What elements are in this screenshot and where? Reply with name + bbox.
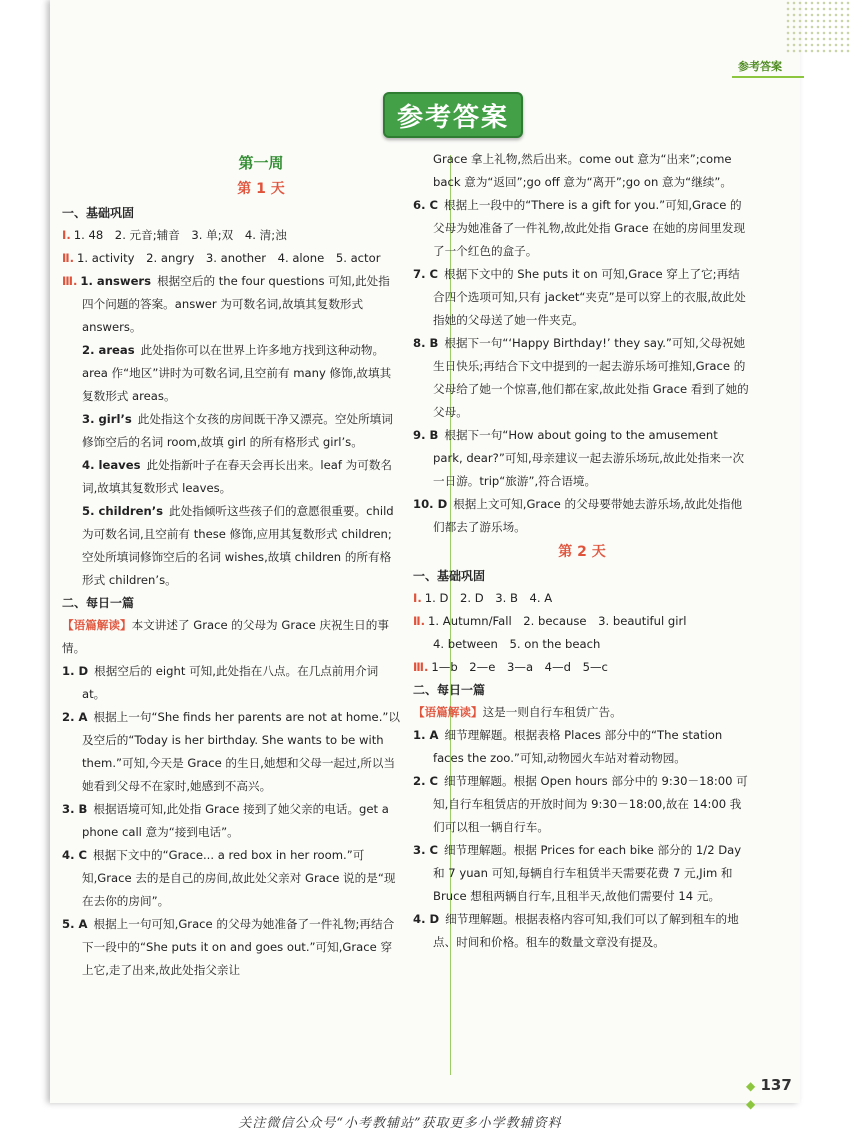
roman-label: Ⅱ. — [413, 614, 426, 628]
answer-item — [413, 839, 751, 908]
answer-item — [413, 194, 751, 263]
exercise-iii-item — [62, 408, 400, 454]
answer-text: 此处指你可以在世界上许多地方找到这种动物。area 作“地区”讲时为可数名词,且空前有 many 修饰,故填其复数形式 areas。 — [82, 343, 392, 403]
answer-head: 3. girl’s — [82, 412, 132, 426]
reading-tag: 【语篇解读】 — [62, 618, 132, 632]
answer-text: 此处指这个女孩的房间既干净又漂亮。空处所填词修饰空后的名词 room,故填 girl 的所有格形式 girl’s。 — [82, 412, 393, 449]
answer-item — [413, 332, 751, 424]
answer-text: 此处指新叶子在春天会再长出来。leaf 为可数名词,故填其复数形式 leaves。 — [82, 458, 393, 495]
answer-text: 根据下文中的“Grace... a red box in her room.”可知,Grace 去的是自己的房间,故此处父亲对 Grace 说的是“现在去你的房间”。 — [82, 848, 396, 908]
section-heading: 二、每日一篇 — [62, 596, 135, 610]
exercise-ii-text: 1. Autumn/Fall 2. because 3. beautiful girl — [428, 614, 687, 628]
answer-head: 5. A — [62, 917, 88, 931]
answer-text: 根据上一句“She finds her parents are not at home.”以及空后的“Today is her birthday. She wants to be with them.”可知,今天是 Grace 的生日,她想和父母一起过,所以当她看到父母不在家时,她感到不高兴。 — [82, 710, 400, 793]
answer-text: 细节理解题。根据表格 Places 部分中的“The station faces the zoo.”可知,动物园火车站对着动物园。 — [433, 728, 723, 765]
exercise-ii-text2: 4. between 5. on the beach — [433, 637, 601, 651]
answer-item — [413, 724, 751, 770]
title-banner: 参考答案 — [383, 92, 523, 138]
section-heading: 一、基础巩固 — [62, 206, 135, 220]
roman-label: Ⅲ. — [413, 660, 429, 674]
answer-head: 4. D — [413, 912, 440, 926]
answer-text: 根据上一段中的“There is a gift for you.”可知,Grace 的父母为她准备了一件礼物,故此处指 Grace 在她的房间里发现了一个红色的盒子。 — [433, 198, 746, 258]
leaf-icon: ◆ — [746, 1079, 756, 1093]
exercise-i — [413, 587, 751, 610]
exercise-ii-text: 1. activity 2. angry 3. another 4. alone 5. actor — [77, 251, 381, 265]
dot-pattern — [785, 0, 850, 55]
exercise-iii-item — [62, 339, 400, 408]
answer-head: 6. C — [413, 198, 439, 212]
answer-head: 1. A — [413, 728, 439, 742]
answer-text: 根据上一句可知,Grace 的父母为她准备了一件礼物;再结合下一段中的“She puts it on and goes out.”可知,Grace 穿上它,走了出来,故此处指父亲让 — [82, 917, 395, 977]
exercise-i-text: 1. 48 2. 元音;辅音 3. 单;双 4. 清;浊 — [73, 228, 287, 242]
leaf-icon: ◆ — [746, 1097, 756, 1111]
answer-head: 3. B — [62, 802, 88, 816]
page-number-text: 137 — [760, 1076, 792, 1094]
exercise-ii — [62, 247, 400, 270]
answer-head: 5. children’s — [82, 504, 164, 518]
roman-label: Ⅱ. — [62, 251, 75, 265]
answer-head: 2. C — [413, 774, 439, 788]
answer-text: 根据空后的 eight 可知,此处指在八点。在几点前用介词 at。 — [82, 664, 379, 701]
answer-text: 根据空后的 the four questions 可知,此处指四个问题的答案。answer 为可数名词,故填其复数形式 answers。 — [82, 274, 390, 334]
section-heading: 二、每日一篇 — [413, 683, 486, 697]
roman-label: Ⅰ. — [62, 228, 71, 242]
answer-head: 1. answers — [80, 274, 152, 288]
answer-text: 根据下一句“‘Happy Birthday!’ they say.”可知,父母祝她生日快乐;再结合下文中提到的一起去游乐场可推知,Grace 的父母给了她一个惊喜,他们都在家,故此处指 Grace 看到了她的父母。 — [433, 336, 749, 419]
section-heading: 一、基础巩固 — [413, 569, 486, 583]
answer-text: 根据语境可知,此处指 Grace 接到了她父亲的电话。get a phone call 意为“接到电话”。 — [82, 802, 389, 839]
answer-item — [413, 263, 751, 332]
answer-head: 9. B — [413, 428, 439, 442]
answer-item — [62, 913, 400, 982]
roman-label: Ⅲ. — [62, 274, 78, 288]
answer-head: 2. areas — [82, 343, 135, 357]
footer-note: 关注微信公众号“小考教辅站”获取更多小学教辅资料 — [238, 1116, 562, 1131]
week-title: 第一周 — [238, 154, 284, 172]
exercise-i — [62, 224, 400, 247]
reading-text: 这是一则自行车租赁广告。 — [482, 705, 622, 719]
day1-title: 第 1 天 — [237, 181, 285, 197]
answer-item — [62, 660, 400, 706]
answer-head: 7. C — [413, 267, 439, 281]
answer-head: 4. C — [62, 848, 88, 862]
answer-item — [413, 908, 751, 954]
answer-item — [413, 493, 751, 539]
answer-text: 细节理解题。根据表格内容可知,我们可以了解到租车的地点、时间和价格。租车的数量文章没有提及。 — [433, 912, 739, 949]
reading-tag: 【语篇解读】 — [413, 705, 483, 719]
exercise-iii — [413, 656, 751, 679]
answer-text: 细节理解题。根据 Open hours 部分中的 9:30－18:00 可知,自行车租赁店的开放时间为 9:30－18:00,故在 14:00 我们可以租一辆自行车。 — [433, 774, 748, 834]
answer-head: 8. B — [413, 336, 439, 350]
answer-text: 根据下文中的 She puts it on 可知,Grace 穿上了它;再结合四个选项可知,只有 jacket“夹克”是可以穿上的衣服,故此处指她的父母送了她一件夹克。 — [433, 267, 746, 327]
answer-item — [413, 770, 751, 839]
exercise-iii-item — [62, 454, 400, 500]
reading-summary — [62, 614, 400, 660]
answer-item — [413, 424, 751, 493]
corner-bar — [732, 76, 804, 78]
answer-text: 根据上文可知,Grace 的父母要带她去游乐场,故此处指他们都去了游乐场。 — [433, 497, 743, 534]
answer-item — [62, 844, 400, 913]
answer-item — [62, 798, 400, 844]
exercise-ii — [413, 610, 751, 633]
answer-text: 细节理解题。根据 Prices for each bike 部分的 1/2 Day 和 7 yuan 可知,每辆自行车租赁半天需要花费 7 元,Jim 和 Bruce 想租两辆自行车,且租半天,故他们需要付 14 元。 — [433, 843, 742, 903]
answer-item — [62, 706, 400, 798]
exercise-i-text: 1. D 2. D 3. B 4. A — [424, 591, 553, 605]
exercise-iii-text: 1—b 2—e 3—a 4—d 5—c — [431, 660, 608, 674]
exercise-iii-item — [62, 500, 400, 592]
roman-label: Ⅰ. — [413, 591, 422, 605]
answer-text: 根据下一句“How about going to the amusement park, dear?”可知,母亲建议一起去游乐场玩,故此处指来一次一日游。trip“旅游”,符合语境。 — [433, 428, 745, 488]
corner-label: 参考答案 — [738, 60, 782, 73]
continuation-text: Grace 拿上礼物,然后出来。come out 意为“出来”;come back 意为“返回”;go off 意为“离开”;go on 意为“继续”。 — [433, 152, 732, 189]
exercise-iii — [62, 270, 400, 339]
page-number — [746, 1076, 800, 1112]
reading-summary — [413, 701, 751, 724]
right-column — [413, 148, 751, 954]
answer-text: 此处指倾听这些孩子们的意愿很重要。child 为可数名词,且空前有 these 修饰,应用其复数形式 children;空处所填词修饰空后的名词 wishes,故填 children 的所有格形式 children’s。 — [82, 504, 394, 587]
answer-head: 2. A — [62, 710, 88, 724]
answer-head: 1. D — [62, 664, 89, 678]
answer-head: 10. D — [413, 497, 448, 511]
day2-title: 第 2 天 — [558, 544, 606, 560]
answer-head: 3. C — [413, 843, 439, 857]
reading-text: 本文讲述了 Grace 的父母为 Grace 庆祝生日的事情。 — [62, 618, 389, 655]
left-column — [62, 150, 400, 982]
answer-head: 4. leaves — [82, 458, 141, 472]
